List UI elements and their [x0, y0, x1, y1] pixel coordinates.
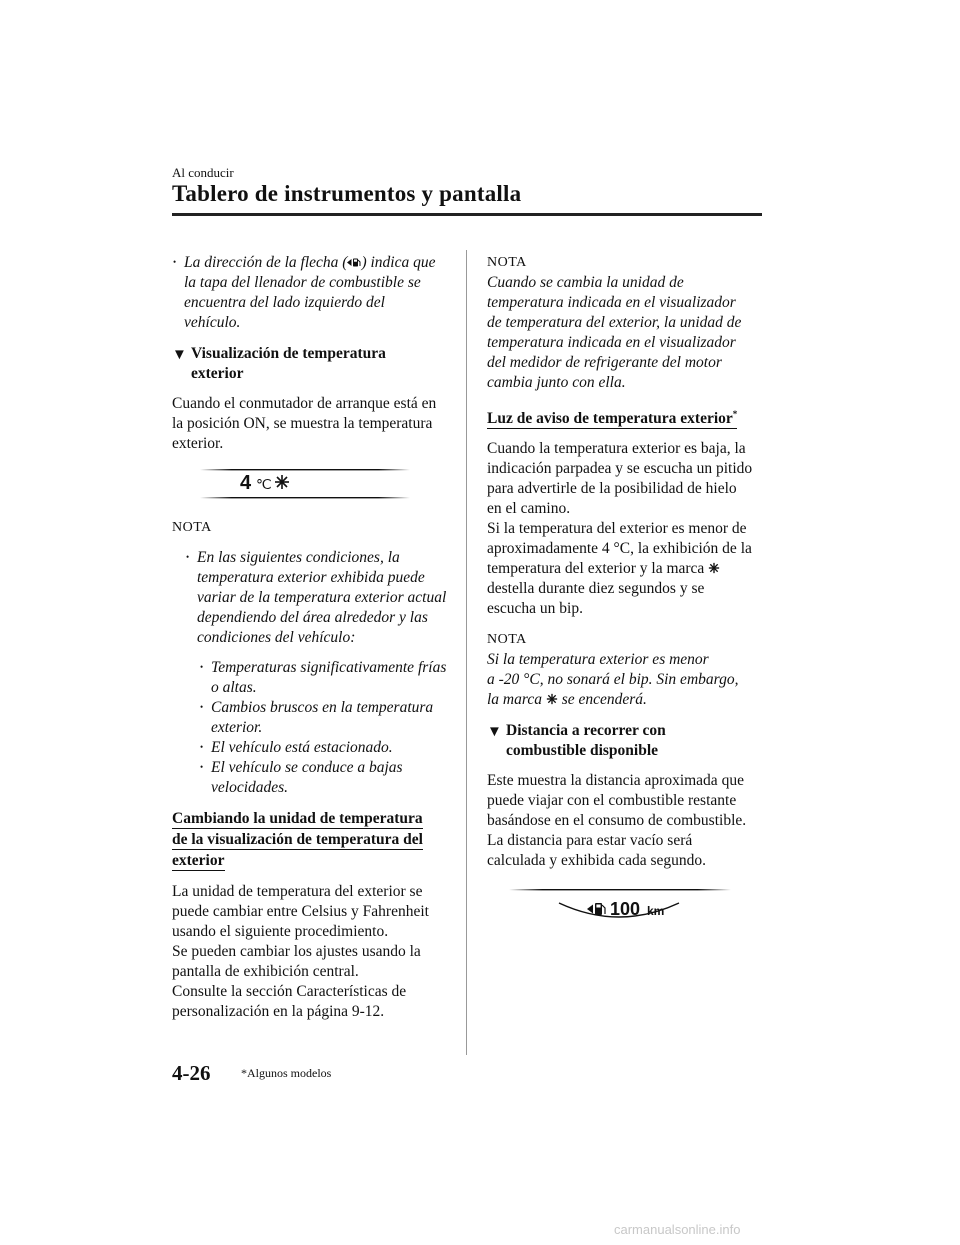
- chapter-title: Tablero de instrumentos y pantalla: [172, 181, 522, 206]
- left-column: [172, 253, 452, 1022]
- nota-label-left: NOTA: [172, 520, 212, 535]
- nota-label-right-1: NOTA: [487, 255, 527, 270]
- nota-beep: Si la temperatura exterior es menor a -20 °C, no sonará el bip. Sin embargo, la marca se encenderá.: [487, 651, 739, 709]
- snowflake-icon: [275, 475, 289, 489]
- sub-bullet: • El vehículo está estacionado.: [199, 738, 452, 758]
- para-exterior-temp: Cuando el conmutador de arranque está en la posición ON, se muestra la temperatura exterior.: [172, 395, 437, 452]
- page-number: 4-26: [172, 1061, 211, 1085]
- header-rule: [172, 213, 762, 216]
- watermark-link[interactable]: carmanualsonline.info: [614, 1222, 741, 1237]
- temp-value: 4: [240, 472, 252, 494]
- para-change-unit: La unidad de temperatura del exterior se puede cambiar entre Celsius y Fahrenheit usando el siguiente procedimiento. Se pueden cambiar los ajustes usando la pantalla de exhibición central. Consulte la sección Características de personalización en la página 9-12.: [172, 883, 429, 1020]
- triangle-marker-icon: ▼: [172, 347, 187, 363]
- para-warning-light: Cuando la temperatura exterior es baja, la indicación parpadea y se escucha un pitido para advertirle de la posibilidad de hielo en el camino. Si la temperatura del exterior es menor de aproximadamente 4 °C, la exhibición de la temperatura del exterior y la marca destella durante diez segundos y se escucha un bip.: [487, 440, 753, 618]
- temp-unit: ℃: [256, 476, 272, 492]
- right-column: [487, 253, 769, 935]
- sub-bullet: • Temperaturas significativamente frías o altas.: [199, 658, 452, 698]
- heading-fuel-range: ▼ Distancia a recorrer con combustible disponible: [487, 722, 666, 760]
- triangle-marker-icon: ▼: [487, 724, 502, 741]
- column-divider: [466, 250, 467, 1055]
- fuel-range-display: [509, 885, 759, 935]
- para-fuel-range: Este muestra la distancia aproximada que puede viajar con el combustible restante basándose en el consumo de combustible. La distancia para estar vacío será calculada y exhibida cada segundo.: [487, 772, 747, 870]
- sub-bullet: • El vehículo se conduce a bajas velocidades.: [199, 758, 452, 798]
- snowflake-icon: [708, 562, 720, 574]
- exterior-temp-display: [200, 466, 420, 504]
- heading-warning-light: Luz de aviso de temperatura exterior*: [487, 409, 738, 428]
- heading-change-unit: Cambiando la unidad de temperatura de la visualización de temperatura del exterior: [172, 810, 423, 869]
- sub-bullet: • Cambios bruscos en la temperatura exterior.: [199, 698, 452, 738]
- nota-unit-change: Cuando se cambia la unidad de temperatura indicada en el visualizador de temperatura del exterior, la unidad de temperatura indicada en el visualizador del medidor de refrigerante del motor cambia junto con ella.: [487, 274, 742, 391]
- range-unit: km: [647, 904, 665, 919]
- fuel-arrow-icon: [347, 256, 361, 269]
- snowflake-icon: [546, 693, 558, 705]
- heading-exterior-temp: ▼ Visualización de temperatura exterior: [172, 345, 386, 382]
- nota-bullet-conditions: • En las siguientes condiciones, la temperatura exterior exhibida puede variar de la temperatura exterior actual dependiendo del área alrededor y las condiciones del vehículo:: [185, 548, 452, 648]
- range-value: 100: [610, 899, 641, 920]
- section-label: Al conducir: [172, 165, 234, 180]
- bullet-fuel-arrow: • La dirección de la flecha ( ) indica que la tapa del llenador de combustible se encuentra del lado izquierdo del vehículo.: [172, 253, 452, 333]
- nota-label-right-2: NOTA: [487, 632, 527, 648]
- sub-bullet-list: [199, 658, 452, 798]
- footnote: *Algunos modelos: [241, 1066, 332, 1080]
